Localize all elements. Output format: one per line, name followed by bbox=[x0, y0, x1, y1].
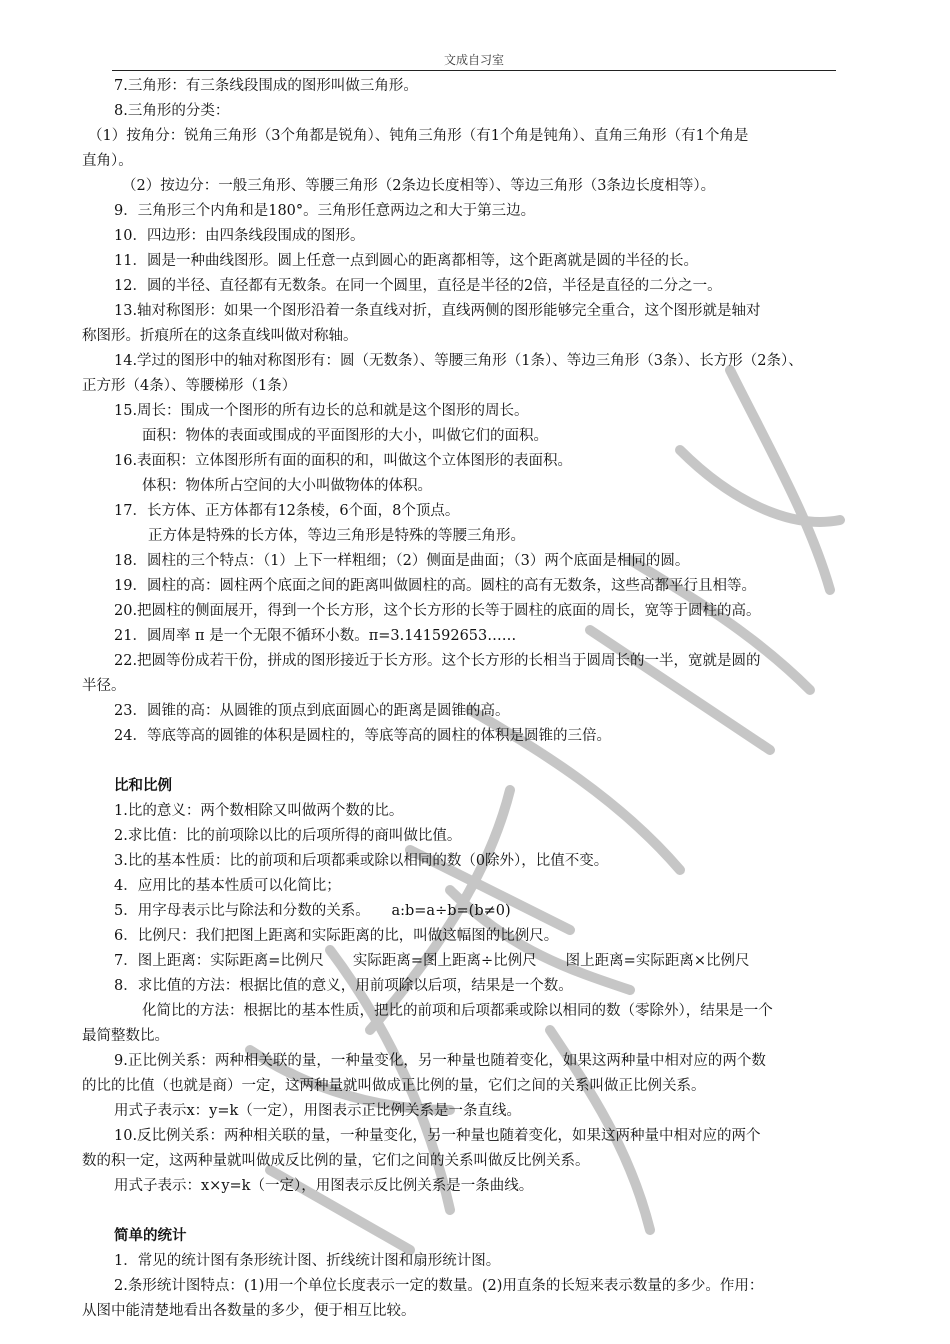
text-line: 11．圆是一种曲线图形。圆上任意一点到圆心的距离都相等，这个距离就是圆的半径的长。 bbox=[114, 253, 698, 269]
text-line: 数的积一定，这两种量就叫做成反比例的量，它们之间的关系叫做反比例关系。 bbox=[82, 1153, 590, 1169]
text-line: 6．比例尺：我们把图上距离和实际距离的比，叫做这幅图的比例尺。 bbox=[114, 928, 559, 944]
text-line: 23．圆锥的高：从圆锥的顶点到底面圆心的距离是圆锥的高。 bbox=[114, 703, 510, 719]
text-line: 面积：物体的表面或围成的平面图形的大小，叫做它们的面积。 bbox=[142, 428, 548, 444]
text-line: 16.表面积：立体图形所有面的面积的和，叫做这个立体图形的表面积。 bbox=[114, 453, 573, 469]
text-line: 21．圆周率 π 是一个无限不循环小数。π=3.141592653…… bbox=[114, 628, 517, 644]
text-line: 直角）。 bbox=[82, 153, 133, 169]
text-line: 1．常见的统计图有条形统计图、折线统计图和扇形统计图。 bbox=[114, 1253, 501, 1269]
text-line: （2）按边分：一般三角形、等腰三角形（2条边长度相等）、等边三角形（3条边长度相等）。 bbox=[122, 178, 716, 194]
text-line: 7．图上距离：实际距离=比例尺 实际距离=图上距离÷比例尺 图上距离=实际距离×比例尺 bbox=[114, 953, 750, 969]
text-line: 用式子表示x：y=k（一定），用图表示正比例关系是一条直线。 bbox=[114, 1103, 522, 1119]
text-line: 19．圆柱的高：圆柱两个底面之间的距离叫做圆柱的高。圆柱的高有无数条，这些高都平行且相等。 bbox=[114, 578, 756, 594]
text-line: 3.比的基本性质：比的前项和后项都乘或除以相同的数（0除外），比值不变。 bbox=[114, 853, 609, 869]
section-gap bbox=[82, 749, 882, 774]
text-line: 5．用字母表示比与除法和分数的关系。 a:b=a÷b=(b≠0) bbox=[114, 903, 511, 919]
text-line: 正方体是特殊的长方体，等边三角形是特殊的等腰三角形。 bbox=[148, 528, 525, 544]
text-line: 20.把圆柱的侧面展开，得到一个长方形，这个长方形的长等于圆柱的底面的周长，宽等于圆柱的高。 bbox=[114, 603, 761, 619]
section-gap bbox=[82, 1199, 882, 1224]
text-line: 9．三角形三个内角和是180°。三角形任意两边之和大于第三边。 bbox=[114, 203, 536, 219]
text-line: 9.正比例关系：两种相关联的量，一种量变化，另一种量也随着变化，如果这两种量中相对应的两个数 bbox=[114, 1053, 766, 1069]
text-line: 12．圆的半径、直径都有无数条。在同一个圆里，直径是半径的2倍，半径是直径的二分之一。 bbox=[114, 278, 722, 294]
document-body bbox=[82, 74, 882, 1324]
text-line: 8．求比值的方法：根据比值的意义，用前项除以后项，结果是一个数。 bbox=[114, 978, 573, 994]
page-header bbox=[112, 50, 836, 71]
text-line: 的比的比值（也就是商）一定，这两种量就叫做成正比例的量，它们之间的关系叫做正比例关系。 bbox=[82, 1078, 706, 1094]
text-line: 称图形。折痕所在的这条直线叫做对称轴。 bbox=[82, 328, 358, 344]
text-line: 13.轴对称图形：如果一个图形沿着一条直线对折，直线两侧的图形能够完全重合，这个图形就是轴对 bbox=[114, 303, 761, 319]
text-line: 4．应用比的基本性质可以化简比； bbox=[114, 878, 341, 894]
text-line: 10.反比例关系：两种相关联的量，一种量变化，另一种量也随着变化，如果这两种量中相对应的两个 bbox=[114, 1128, 761, 1144]
text-line: 7.三角形：有三条线段围成的图形叫做三角形。 bbox=[114, 78, 418, 94]
text-line: 体积：物体所占空间的大小叫做物体的体积。 bbox=[142, 478, 432, 494]
text-line: 24．等底等高的圆锥的体积是圆柱的，等底等高的圆柱的体积是圆锥的三倍。 bbox=[114, 728, 611, 744]
text-line: 10．四边形：由四条线段围成的图形。 bbox=[114, 228, 365, 244]
section-heading-stats: 简单的统计 bbox=[114, 1228, 187, 1244]
text-line: 2.求比值：比的前项除以比的后项所得的商叫做比值。 bbox=[114, 828, 462, 844]
text-line: 2.条形统计图特点：(1)用一个单位长度表示一定的数量。(2)用直条的长短来表示数量的多少。作用： bbox=[114, 1278, 764, 1294]
text-line: 1.比的意义：两个数相除又叫做两个数的比。 bbox=[114, 803, 404, 819]
text-line: 从图中能清楚地看出各数量的多少，便于相互比较。 bbox=[82, 1303, 416, 1319]
text-line: 17．长方体、正方体都有12条棱，6个面，8个顶点。 bbox=[114, 503, 460, 519]
text-line: 8.三角形的分类： bbox=[114, 103, 230, 119]
text-line: 18．圆柱的三个特点：（1）上下一样粗细；（2）侧面是曲面；（3）两个底面是相同的圆。 bbox=[114, 553, 690, 569]
text-line: 化简比的方法：根据比的基本性质，把比的前项和后项都乘或除以相同的数（零除外），结果是一个 bbox=[142, 1003, 773, 1019]
text-line: 用式子表示：x×y=k（一定），用图表示反比例关系是一条曲线。 bbox=[114, 1178, 534, 1194]
header-title: 文成自习室 bbox=[443, 53, 504, 67]
text-line: 15.周长：围成一个图形的所有边长的总和就是这个图形的周长。 bbox=[114, 403, 529, 419]
text-line: 14.学过的图形中的轴对称图形有：圆（无数条）、等腰三角形（1条）、等边三角形（3条）、长方形（2条）、 bbox=[114, 353, 803, 369]
text-line: 正方形（4条）、等腰梯形（1条） bbox=[82, 378, 297, 394]
text-line: 22.把圆等份成若干份，拼成的图形接近于长方形。这个长方形的长相当于圆周长的一半，宽就是圆的 bbox=[114, 653, 761, 669]
text-line: 半径。 bbox=[82, 678, 126, 694]
text-line: 最简整数比。 bbox=[82, 1028, 169, 1044]
section-heading-ratio: 比和比例 bbox=[114, 778, 172, 794]
text-line: （1）按角分：锐角三角形（3个角都是锐角）、钝角三角形（有1个角是钝角）、直角三角形（有1个角是 bbox=[88, 128, 749, 144]
